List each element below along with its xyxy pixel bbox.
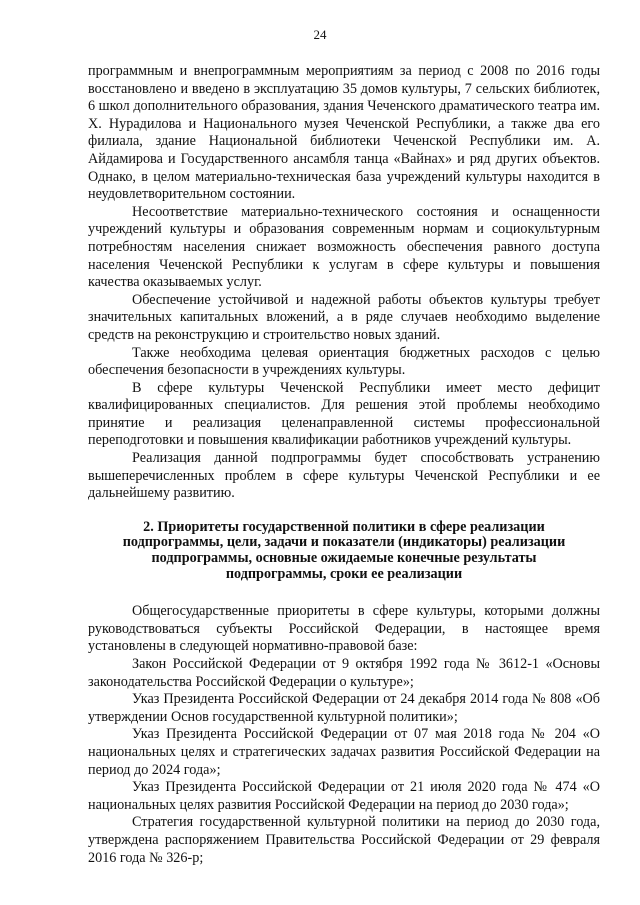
paragraph-restoration-summary: программным и внепрограммным мероприятиям за период с 2008 по 2016 годы восстановлено и введено в эксплуатацию 35 домов культуры, 7 сельских библиотек, 6 школ дополнительного образования, здания Чеченского драматического театра им. Х. Нурадилова и Национального музея Чеченской Республики, а также два его филиала, здание Национальной библиотеки Чеченской Республики им. А. Айдамирова и Государственного ансамбля танца «Вайнах» и ряд других объектов. Однако, в целом материально-техническая база учреждений культуры находится в неудовлетворительном состоянии. [88, 63, 600, 203]
paragraph-national-priorities: Общегосударственные приоритеты в сфере культуры, которыми должны руководствоваться субъекты Российской Федерации, в настоящее время установлены в следующей нормативно-правовой базе: [88, 603, 600, 655]
paragraph-decree-204: Указ Президента Российской Федерации от 07 мая 2018 года № 204 «О национальных целях и стратегических задачах развития Российской Федерации на период до 2024 года»; [88, 726, 600, 778]
document-body [88, 63, 600, 867]
paragraph-equipment-mismatch: Несоответствие материально-технического состояния и оснащенности учреждений культуры и образования современным нормам и социокультурным потребностям населения снижает возможность обеспечения равного доступа населения Чеченской Республики к услугам в сфере культуры и повышения качества оказываемых услуг. [88, 203, 600, 291]
paragraph-subprogram-impact: Реализация данной подпрограммы будет способствовать устранению вышеперечисленных проблем в сфере культуры Чеченской Республики и ее дальнейшему развитию. [88, 450, 600, 502]
page-number: 24 [313, 27, 327, 42]
paragraph-capital-investment: Обеспечение устойчивой и надежной работы объектов культуры требует значительных капитальных вложений, а в ряде случаев необходимо выделение средств на реконструкцию и строительство новых зданий. [88, 291, 600, 343]
paragraph-decree-474: Указ Президента Российской Федерации от 21 июля 2020 года № 474 «О национальных целях развития Российской Федерации на период до 2030 года»; [88, 779, 600, 813]
section-heading: 2. Приоритеты государственной политики в сфере реализации подпрограммы, цели, задачи и показатели (индикаторы) реализации подпрограммы, основные ожидаемые конечные результаты подпрограммы, сроки ее реализации [122, 518, 566, 582]
paragraph-cultural-strategy: Стратегия государственной культурной политики на период до 2030 года, утверждена распоряжением Правительства Российской Федерации от 29 февраля 2016 года № 326-р; [88, 814, 600, 866]
paragraph-law-on-culture: Закон Российской Федерации от 9 октября 1992 года № 3612-1 «Основы законодательства Российской Федерации о культуре»; [88, 656, 600, 690]
paragraph-budget-orientation: Также необходима целевая ориентация бюджетных расходов с целью обеспечения безопасности в учреждениях культуры. [88, 344, 600, 379]
paragraph-decree-808: Указ Президента Российской Федерации от 24 декабря 2014 года № 808 «Об утверждении Основ государственной культурной политики»; [88, 691, 600, 725]
paragraph-staff-shortage: В сфере культуры Чеченской Республики имеет место дефицит квалифицированных специалистов. Для решения этой проблемы необходимо принятие и реализация целенаправленной системы профессиональной переподготовки и повышения квалификации работников учреждений культуры. [88, 379, 600, 449]
